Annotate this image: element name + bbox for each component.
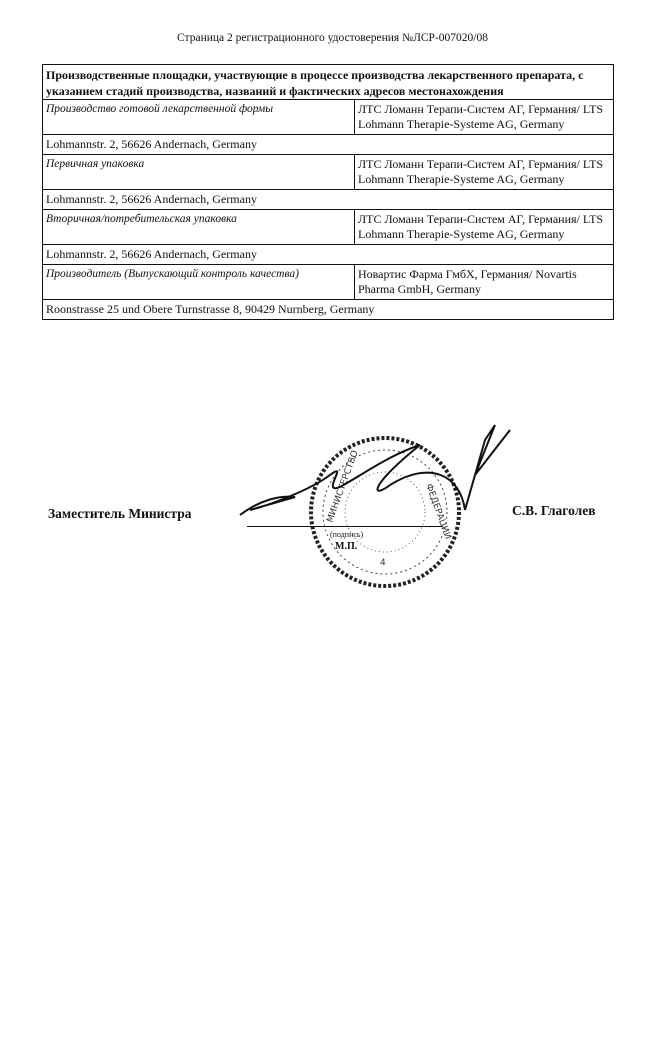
production-sites-table [42, 64, 614, 320]
company-cell: ЛТС Ломанн Терапи-Систем АГ, Германия/ LTS Lohmann Therapie-Systeme AG, Germany [355, 155, 614, 190]
stage-cell: Производство готовой лекарственной формы [43, 100, 355, 135]
address-cell: Lohmannstr. 2, 56626 Andernach, Germany [43, 245, 614, 265]
table-row [43, 100, 614, 135]
stage-cell: Производитель (Выпускающий контроль качества) [43, 265, 355, 300]
svg-text:ФЕДЕРАЦИИ: ФЕДЕРАЦИИ [423, 482, 453, 541]
table-row [43, 210, 614, 245]
company-cell: ЛТС Ломанн Терапи-Систем АГ, Германия/ LTS Lohmann Therapie-Systeme AG, Germany [355, 100, 614, 135]
page-title: Страница 2 регистрационного удостоверения №ЛСР-007020/08 [177, 32, 488, 44]
svg-text:МИНИСТЕРСТВО: МИНИСТЕРСТВО [325, 449, 361, 525]
address-cell: Lohmannstr. 2, 56626 Andernach, Germany [43, 190, 614, 210]
address-cell: Roonstrasse 25 und Obere Turnstrasse 8, 90429 Nurnberg, Germany [43, 300, 614, 320]
signature-line [247, 526, 443, 527]
stage-cell: Вторичная/потребительская упаковка [43, 210, 355, 245]
seal-label: М.П. [335, 541, 358, 552]
svg-text:4: 4 [380, 558, 386, 568]
stage-cell: Первичная упаковка [43, 155, 355, 190]
address-cell: Lohmannstr. 2, 56626 Andernach, Germany [43, 135, 614, 155]
official-stamp-and-signature [220, 415, 540, 605]
table-row [43, 265, 614, 300]
signatory-role: Заместитель Министра [48, 506, 192, 521]
company-cell: Новартис Фарма ГмбХ, Германия/ Novartis Pharma GmbH, Germany [355, 265, 614, 300]
company-cell: ЛТС Ломанн Терапи-Систем АГ, Германия/ LTS Lohmann Therapie-Systeme AG, Germany [355, 210, 614, 245]
signature-label: (подпись) [330, 530, 364, 539]
table-heading: Производственные площадки, участвующие в процессе производства лекарственного препарата, с указанием стадий производства, названий и фактических адресов местонахождения [43, 65, 614, 100]
table-row [43, 155, 614, 190]
signatory-name: С.В. Глаголев [512, 503, 596, 518]
